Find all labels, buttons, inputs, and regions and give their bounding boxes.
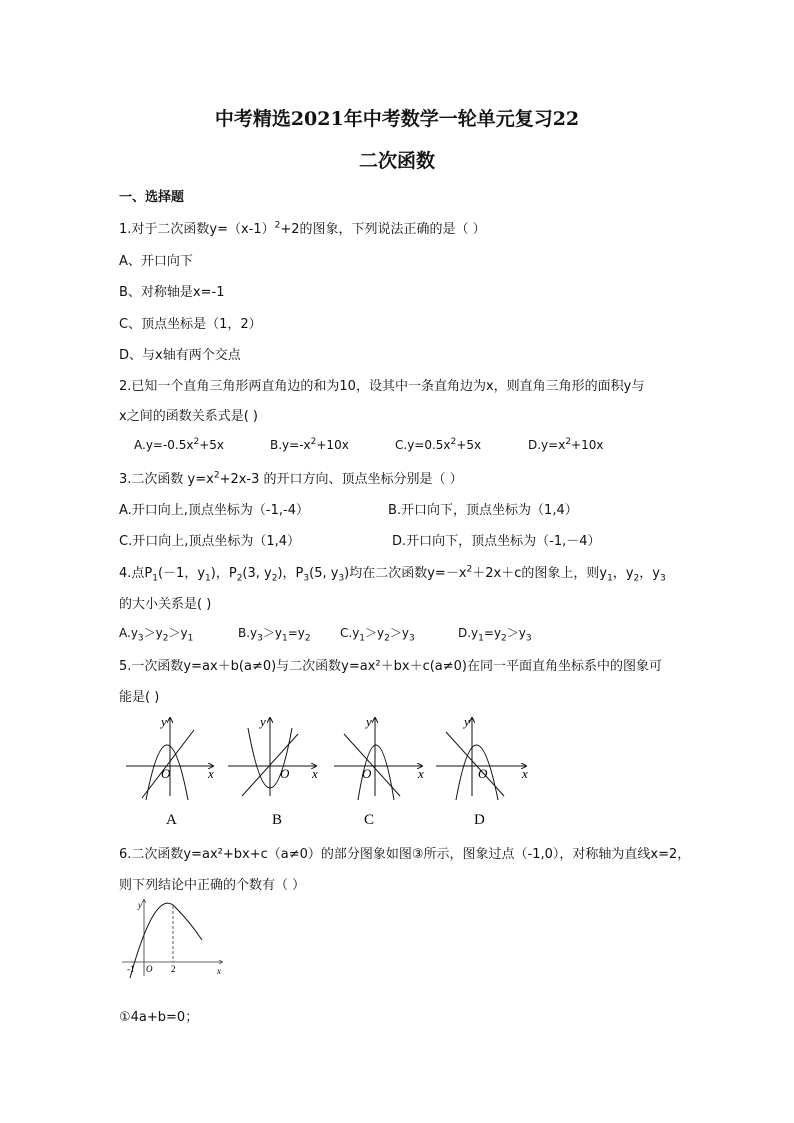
question-5-line-1: 5.一次函数y=ax＋b(a≠0)与二次函数y=ax²＋bx＋c(a≠0)在同一平面直角坐标系中的图象可: [119, 659, 662, 674]
document-title: 中考精选2021年中考数学一轮单元复习22: [214, 108, 580, 130]
graph-d-label: D: [474, 812, 485, 828]
question-3-option-a: A.开口向上,顶点坐标为（-1,-4）: [119, 503, 309, 518]
question-4-option-d: $D.y_1=y_2>y_3$: [458, 626, 532, 644]
question-1-option-d: D、与x轴有两个交点: [119, 348, 241, 363]
q6-x-label: x: [217, 966, 221, 976]
q6-tick-2: 2: [171, 964, 176, 974]
question-5-graphs: [118, 710, 538, 834]
question-3-option-d: D.开口向下，顶点坐标为（-1,－4）: [392, 534, 601, 549]
question-2-line-1: 2.已知一个直角三角形两直角边的和为10，设其中一条直角边为x，则直角三角形的面积y与: [119, 379, 645, 394]
question-4-line-2: 的大小关系是( ): [119, 597, 212, 612]
question-1-stem: 1.对于二次函数$y=(x-1)^2+2$的图象，下列说法正确的是（ ）: [119, 220, 486, 237]
graph-c: [334, 714, 424, 828]
graph-b: [228, 714, 318, 828]
graph-b-x-label: x: [312, 766, 318, 781]
graph-c-x-label: x: [418, 766, 424, 781]
question-5-line-2: 能是( ): [119, 690, 160, 705]
question-4-line-1: 4.点$P_1(-1$，$y_1$)，$P_2(3$, $y_2$)，$P_3(5$, $y_3$)均在二次函数$y=-x^2+2x+c$的图象上，则$y_1$，$y_2$，$y_3$: [119, 564, 666, 584]
question-3-option-b: B.开口向下，顶点坐标为（1,4）: [388, 503, 578, 518]
question-1-option-b: B、对称轴是x=-1: [119, 285, 225, 300]
q6-tick-neg1: -1: [127, 964, 135, 974]
question-6-line-2: 则下列结论中正确的个数有（ ）: [119, 878, 306, 893]
document-subtitle: 二次函数: [358, 150, 435, 172]
graph-c-label: C: [364, 812, 375, 828]
graph-d-y-label: y: [464, 714, 470, 729]
graph-a-label: A: [166, 812, 177, 828]
question-6-conclusion-1: ①4a+b=0；: [119, 1010, 199, 1025]
question-2-option-d: $D.y=x^2+10x$: [528, 437, 604, 452]
question-2-option-a: $A.y=-0.5x^2+5x$: [134, 437, 225, 452]
graph-b-label: B: [272, 812, 283, 828]
graph-a-origin-label: O: [161, 766, 171, 781]
graph-d-x-label: x: [522, 766, 528, 781]
graph-c-y-label: y: [366, 714, 372, 729]
graph-c-origin-label: O: [362, 766, 372, 781]
graph-a: [126, 714, 214, 828]
graph-a-x-label: x: [208, 766, 214, 781]
section-heading: 一、选择题: [119, 190, 185, 205]
question-4-option-a: $A.y_3>y_2>y_1$: [119, 626, 194, 644]
question-1-option-a: A、开口向下: [119, 254, 193, 269]
question-2-option-c: $C.y=0.5x^2+5x$: [395, 437, 482, 452]
question-4-option-c: $C.y_1>y_2>y_3$: [340, 626, 415, 644]
question-6-graph: [118, 896, 228, 982]
q6-y-label: y: [138, 900, 142, 910]
graph-a-y-label: y: [161, 714, 167, 729]
question-4-option-b: $B.y_3>y_1=y_2$: [238, 626, 311, 644]
graph-b-y-label: y: [260, 714, 266, 729]
graph-d-origin-label: O: [478, 766, 488, 781]
question-3-stem: 3.二次函数 $y=x^2+2x-3$ 的开口方向、顶点坐标分别是（ ）: [119, 470, 463, 487]
question-6-line-1: 6.二次函数y=ax²+bx+c（a≠0）的部分图象如图③所示，图象过点（-1,0），对称轴为直线x=2，: [119, 847, 691, 862]
question-2-line-2: x之间的函数关系式是( ): [119, 409, 258, 424]
q6-origin-label: O: [146, 964, 153, 974]
graph-b-origin-label: O: [280, 766, 290, 781]
graph-d: [436, 714, 528, 828]
question-2-option-b: $B.y=-x^2+10x$: [270, 437, 349, 452]
question-1-option-c: C、顶点坐标是（1，2）: [119, 317, 262, 332]
question-3-option-c: C.开口向上,顶点坐标为（1,4）: [119, 534, 301, 549]
